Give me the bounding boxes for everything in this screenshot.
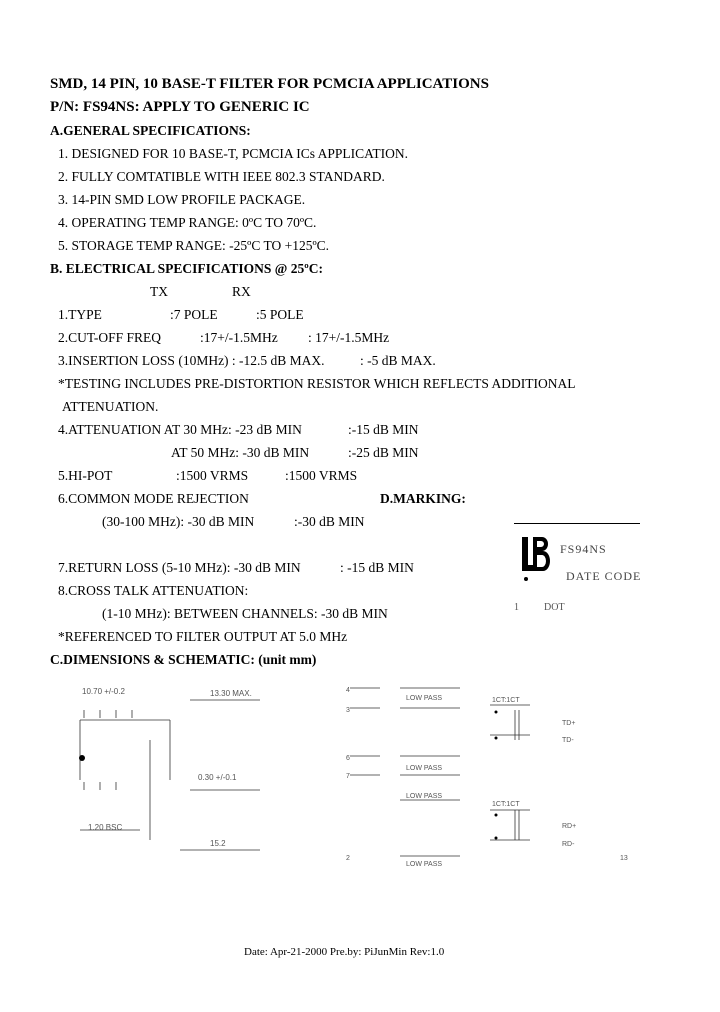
attenuation-50-label: AT 50 MHz: -30 dB MIN [171, 445, 310, 460]
footer-info: Date: Apr-21-2000 Pre.by: PiJunMin Rev:1.0 [244, 946, 445, 958]
marking-pin-note: 1 DOT [514, 602, 565, 613]
schematic-drawing [340, 680, 640, 880]
svg-text:6: 6 [346, 755, 350, 762]
svg-text:15.2: 15.2 [210, 839, 226, 848]
column-tx: TX [150, 284, 168, 299]
cutoff-tx: :17+/-1.5MHz [200, 330, 278, 345]
svg-text:RD-: RD- [562, 841, 575, 848]
hipot-tx: :1500 VRMS [176, 468, 249, 483]
svg-text:3: 3 [346, 707, 350, 714]
svg-text:0.30 +/-0.1: 0.30 +/-0.1 [198, 773, 237, 782]
attenuation-30-label: 4.ATTENUATION AT 30 MHz: -23 dB MIN [58, 422, 302, 437]
insertion-loss-label: 3.INSERTION LOSS (10MHz) : -12.5 dB MAX. [58, 353, 325, 368]
return-loss-label: 7.RETURN LOSS (5-10 MHz): -30 dB MIN [58, 560, 301, 575]
attenuation-30-rx: :-15 dB MIN [348, 422, 419, 437]
attenuation-50-rx: :-25 dB MIN [348, 445, 419, 460]
svg-text:2: 2 [346, 855, 350, 862]
insertion-loss-rx: : -5 dB MAX. [360, 353, 436, 368]
dimension-drawing [70, 680, 280, 860]
hipot-label: 5.HI-POT [58, 468, 113, 483]
svg-text:RD+: RD+ [562, 823, 577, 830]
general-spec-item: 2. FULLY COMTATIBLE WITH IEEE 802.3 STANDARD. [58, 169, 385, 184]
marking-line2: DATE CODE [566, 569, 642, 583]
svg-text:LOW PASS: LOW PASS [406, 765, 443, 772]
marking-heading: D.MARKING: [380, 491, 466, 506]
hipot-rx: :1500 VRMS [285, 468, 358, 483]
cmr-rx: :-30 dB MIN [294, 514, 365, 529]
general-spec-item: 1. DESIGNED FOR 10 BASE-T, PCMCIA ICs APPLICATION. [58, 146, 409, 161]
svg-text:LOW PASS: LOW PASS [406, 695, 443, 702]
type-rx: :5 POLE [256, 307, 304, 322]
svg-text:10.70 +/-0.2: 10.70 +/-0.2 [82, 687, 125, 696]
lb-logo-icon [520, 533, 560, 583]
svg-text:1.20 BSC: 1.20 BSC [88, 823, 123, 832]
general-spec-item: 4. OPERATING TEMP RANGE: 0ºC TO 70ºC. [58, 215, 317, 230]
part-number-line: P/N: FS94NS: APPLY TO GENERIC IC [50, 99, 310, 115]
general-specs-heading: A.GENERAL SPECIFICATIONS: [50, 123, 251, 138]
svg-text:TD+: TD+ [562, 720, 576, 727]
svg-text:1CT:1CT: 1CT:1CT [492, 697, 520, 704]
svg-text:1CT:1CT: 1CT:1CT [492, 801, 520, 808]
cmr-label: 6.COMMON MODE REJECTION [58, 491, 249, 506]
general-spec-item: 5. STORAGE TEMP RANGE: -25ºC TO +125ºC. [58, 238, 330, 253]
type-label: 1.TYPE [58, 307, 102, 322]
marking-line1: FS94NS [560, 542, 607, 556]
svg-text:13.30 MAX.: 13.30 MAX. [210, 689, 252, 698]
marking-divider [514, 523, 640, 524]
dimensions-heading: C.DIMENSIONS & SCHEMATIC: (unit mm) [50, 652, 317, 667]
svg-text:LOW PASS: LOW PASS [406, 793, 443, 800]
cutoff-rx: : 17+/-1.5MHz [308, 330, 390, 345]
return-loss-rx: : -15 dB MIN [340, 560, 414, 575]
cross-talk-label: 8.CROSS TALK ATTENUATION: [58, 583, 249, 598]
cmr-range: (30-100 MHz): -30 dB MIN [102, 514, 255, 529]
testing-note-cont: ATTENUATION. [62, 399, 159, 414]
svg-text:LOW PASS: LOW PASS [406, 861, 443, 868]
general-spec-item: 3. 14-PIN SMD LOW PROFILE PACKAGE. [58, 192, 306, 207]
svg-text:7: 7 [346, 773, 350, 780]
electrical-specs-heading: B. ELECTRICAL SPECIFICATIONS @ 25ºC: [50, 261, 323, 276]
type-tx: :7 POLE [170, 307, 218, 322]
cutoff-label: 2.CUT-OFF FREQ [58, 330, 162, 345]
reference-note: *REFERENCED TO FILTER OUTPUT AT 5.0 MHz [58, 629, 348, 644]
document-title: SMD, 14 PIN, 10 BASE-T FILTER FOR PCMCIA APPLICATIONS [50, 76, 489, 92]
cross-talk-range: (1-10 MHz): BETWEEN CHANNELS: -30 dB MIN [102, 606, 388, 621]
svg-text:TD-: TD- [562, 737, 574, 744]
svg-text:13: 13 [620, 855, 628, 862]
column-rx: RX [232, 284, 251, 299]
testing-note: *TESTING INCLUDES PRE-DISTORTION RESISTOR WHICH REFLECTS ADDITIONAL [58, 376, 576, 391]
svg-text:4: 4 [346, 687, 350, 694]
marking-logo [520, 533, 560, 588]
